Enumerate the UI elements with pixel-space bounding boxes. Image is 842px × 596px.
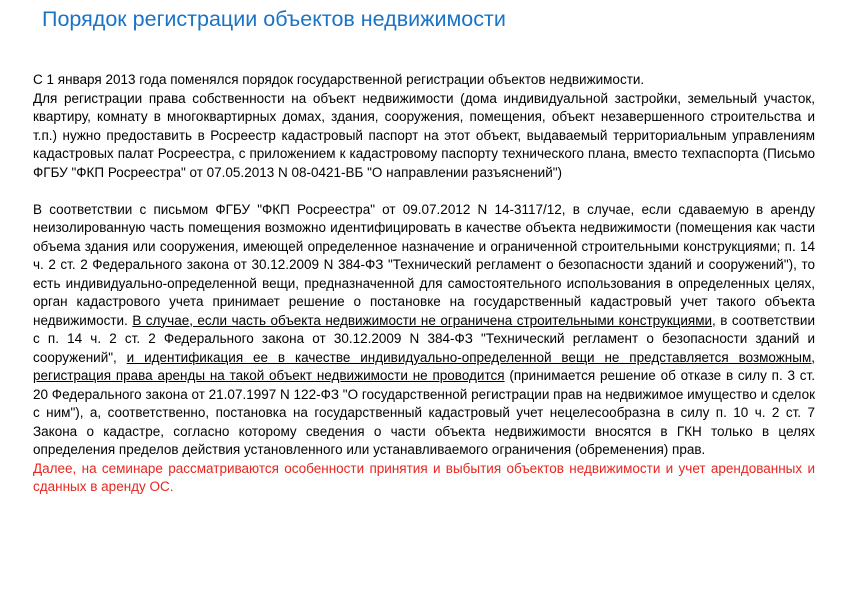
paragraph-letter-underline2: и идентификация ее в качестве индивидуально-определенной вещи не представляется возможным, регистрация права аренды на такой объект недвижимости не проводится <box>33 349 815 383</box>
paragraph-intro-line: С 1 января 2013 года поменялся порядок государственной регистрации объектов недвижимости. <box>33 72 645 87</box>
paragraph-letter-part3: (принимается решение об отказе в силу п. 3 ст. 20 Федерального закона от 21.07.1997 N 122-ФЗ "О государственной регистрации прав на недвижимое имущество и сделок с ним"), а, соответственно, постановка на государственный кадастровый учет нецелесообразна в силу п. 10 ч. 2 ст. 7 Закона о кадастре, согласно которому сведения о части объекта недвижимости вносятся в ГКН только в целях определения пределов действия установленного или устанавливаемого ограничения (обременения) прав. <box>33 368 815 457</box>
paragraph-letter <box>33 201 815 460</box>
slide-title: Порядок регистрации объектов недвижимости <box>42 7 506 31</box>
paragraph-letter-underline1: В случае, если часть объекта недвижимости не ограничена строительными конструкциями <box>132 312 713 328</box>
paragraph-letter-part2: , в соответствии с п. 14 ч. 2 ст. 2 Федерального закона от 30.12.2009 N 384-ФЗ "Технический регламент о безопасности зданий и сооружений", <box>33 312 816 365</box>
closing-note: Далее, на семинаре рассматриваются особенности принятия и выбытия объектов недвижимости и учет арендованных и сданных в аренду ОС. <box>33 460 815 494</box>
paragraph-letter-part1: В соответствии с письмом ФГБУ "ФКП Росреестра" от 09.07.2012 N 14-3117/12, в случае, если сдаваемую в аренду неизолированную часть помещения возможно идентифицировать в качестве объекта недвижимости (помещения как части объема здания или сооружения, имеющей определенное назначение и ограниченной строительными конструкциями; п. 14 ч. 2 ст. 2 Федерального закона от 30.12.2009 N 384-ФЗ "Технический регламент о безопасности зданий и сооружений"), то есть индивидуально-определенной вещи, предназначенной для самостоятельного использования в определенных целях, орган кадастрового учета принимает решение о постановке на государственный кадастровый учет такого объекта недвижимости. <box>33 201 815 328</box>
paragraph-registration: Для регистрации права собственности на объект недвижимости (дома индивидуальной застройки, земельный участок, квартиру, комнату в многоквартирных домах, здания, сооружения, помещения, объект незавершенного строительства и т.п.) нужно предоставить в Росреестр кадастровый паспорт на этот объект, выдаваемый территориальным управлениям кадастровых палат Росреестра, с приложением к кадастровому паспорту технического плана, вместо техпаспорта (Письмо ФГБУ "ФКП Росреестра" от 07.05.2013 N 08-0421-ВБ "О направлении разъяснений") <box>33 90 815 180</box>
slide-body <box>33 71 815 497</box>
